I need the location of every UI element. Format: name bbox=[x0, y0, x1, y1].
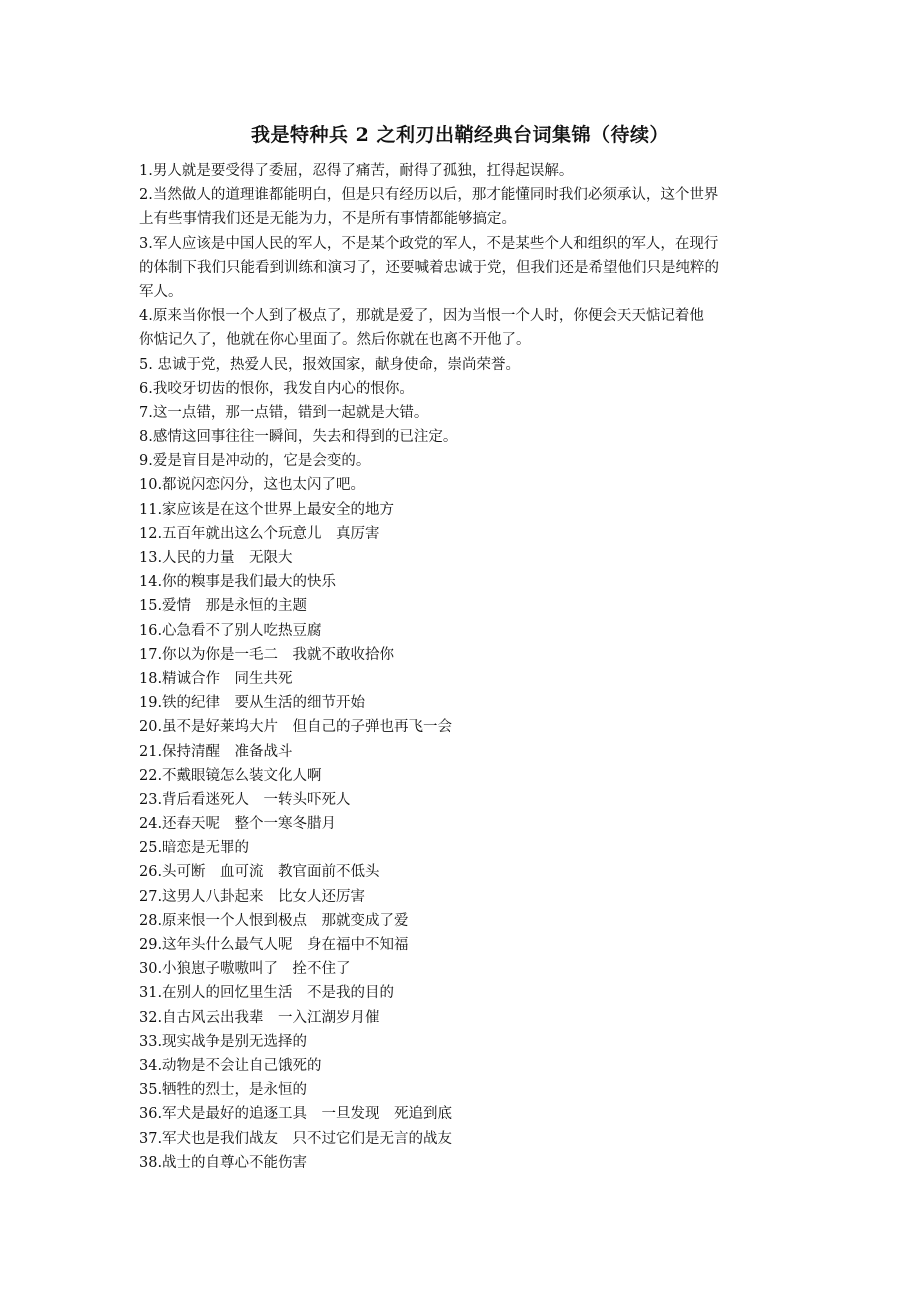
text-line: 33.现实战争是别无选择的 bbox=[139, 1033, 308, 1050]
text-line: 32.自古风云出我辈 一入江湖岁月催 bbox=[139, 1009, 380, 1026]
text-line: 22.不戴眼镜怎么装文化人啊 bbox=[139, 767, 322, 784]
text-line: 1.男人就是要受得了委屈，忍得了痛苦，耐得了孤独，扛得起误解。 bbox=[139, 163, 574, 179]
text-line: 38.战士的自尊心不能伤害 bbox=[139, 1154, 308, 1171]
text-line: 30.小狼崽子嗷嗷叫了 拴不住了 bbox=[139, 961, 351, 978]
text-line: 19.铁的纪律 要从生活的细节开始 bbox=[139, 695, 366, 712]
text-line: 36.军犬是最好的追逐工具 一旦发现 死追到底 bbox=[139, 1106, 453, 1123]
text-line: 29.这年头什么最气人呢 身在福中不知福 bbox=[139, 937, 409, 953]
text-line: 9.爱是盲目是冲动的，它是会变的。 bbox=[139, 453, 371, 470]
text-line: 10.都说闪恋闪分，这也太闪了吧。 bbox=[139, 477, 366, 494]
text-line: 28.原来恨一个人恨到极点 那就变成了爱 bbox=[139, 912, 409, 929]
text-line: 31.在别人的回忆里生活 不是我的目的 bbox=[139, 985, 395, 1002]
text-line: 8.感情这回事往往一瞬间，失去和得到的已注定。 bbox=[139, 429, 458, 446]
text-line: 17.你以为你是一毛二 我就不敢收拾你 bbox=[139, 646, 395, 663]
text-line: 5. 忠诚于党，热爱人民，报效国家，献身使命，崇尚荣誉。 bbox=[139, 356, 520, 373]
text-line: 11.家应该是在这个世界上最安全的地方 bbox=[139, 501, 395, 518]
text-line: 2.当然做人的道理谁都能明白，但是只有经历以后，那才能懂同时我们必须承认，这个世界 bbox=[139, 187, 719, 204]
text-line: 27.这男人八卦起来 比女人还厉害 bbox=[139, 888, 366, 905]
text-line: 16.心急看不了别人吃热豆腐 bbox=[139, 622, 322, 639]
text-line: 13.人民的力量 无限大 bbox=[139, 550, 293, 566]
text-line: 15.爱情 那是永恒的主题 bbox=[139, 598, 308, 615]
text-line: 3.军人应该是中国人民的军人，不是某个政党的军人，不是某些个人和组织的军人，在现行 bbox=[139, 235, 719, 252]
text-line: 23.背后看迷死人 一转头吓死人 bbox=[139, 791, 351, 808]
document-title: 我是特种兵 2 之利刃出鞘经典台词集锦（待续） bbox=[251, 124, 669, 146]
text-line: 14.你的糗事是我们最大的快乐 bbox=[139, 574, 337, 591]
text-line: 24.还春天呢 整个一寒冬腊月 bbox=[139, 816, 337, 833]
text-line: 7.这一点错，那一点错，错到一起就是大错。 bbox=[139, 404, 429, 421]
text-line: 26.头可断 血可流 教官面前不低头 bbox=[139, 864, 380, 881]
text-line: 你惦记久了，他就在你心里面了。然后你就在也离不开他了。 bbox=[139, 332, 531, 349]
text-line: 25.暗恋是无罪的 bbox=[139, 840, 250, 857]
text-line: 20.虽不是好莱坞大片 但自己的子弹也再飞一会 bbox=[139, 719, 453, 736]
text-line: 的体制下我们只能看到训练和演习了，还要喊着忠诚于党，但我们还是希望他们只是纯粹的 bbox=[139, 259, 719, 276]
text-line: 18.精诚合作 同生共死 bbox=[139, 670, 293, 687]
text-line: 6.我咬牙切齿的恨你，我发自内心的恨你。 bbox=[139, 380, 414, 397]
quote-list bbox=[139, 159, 799, 1175]
text-line: 34.动物是不会让自己饿死的 bbox=[139, 1057, 322, 1074]
text-line: 21.保持清醒 准备战斗 bbox=[139, 743, 293, 760]
text-line: 37.军犬也是我们战友 只不过它们是无言的战友 bbox=[139, 1130, 453, 1147]
text-line: 4.原来当你恨一个人到了极点了，那就是爱了，因为当恨一个人时，你便会天天惦记着他 bbox=[139, 308, 704, 325]
text-line: 上有些事情我们还是无能为力，不是所有事情都能够搞定。 bbox=[139, 211, 516, 228]
text-line: 12.五百年就出这么个玩意儿 真厉害 bbox=[139, 525, 380, 542]
text-line: 军人。 bbox=[139, 283, 183, 300]
text-line: 35.牺牲的烈士，是永恒的 bbox=[139, 1082, 308, 1099]
